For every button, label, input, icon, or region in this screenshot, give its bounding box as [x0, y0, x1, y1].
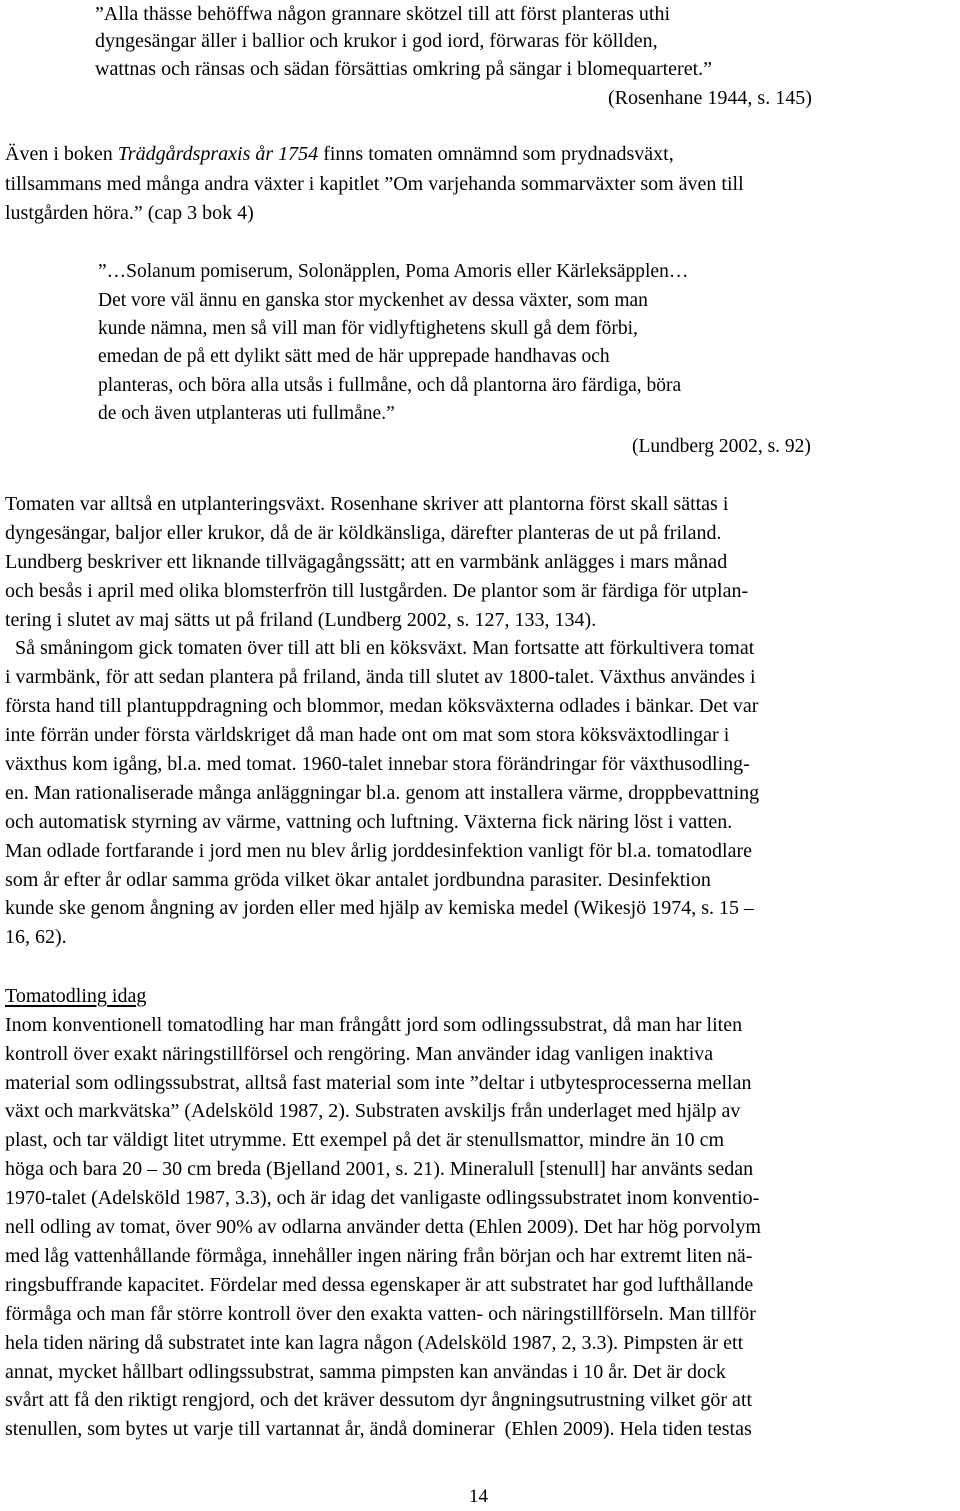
intro-line-3: lustgården höra.” (cap 3 bok 4) [5, 202, 254, 224]
section-line: ringsbuffrande kapacitet. Fördelar med dessa egenskaper är att substratet har god lufthållande [5, 1274, 754, 1296]
body-line: som år efter år odlar samma gröda vilket ökar antalet jordbundna parasiter. Desinfektion [5, 869, 711, 891]
section-line: med låg vattenhållande förmåga, innehåller ingen näring från början och har extremt liten nä- [5, 1245, 753, 1267]
body-line: tering i slutet av maj sätts ut på friland (Lundberg 2002, s. 127, 133, 134). [5, 609, 597, 631]
body-line: en. Man rationaliserade många anläggningar bl.a. genom att installera värme, droppbevattning [5, 782, 760, 804]
section-heading: Tomatodling idag [5, 985, 147, 1007]
quote1-line: dyngesängar äller i ballior och krukor i god iord, förwaras för köllden, [95, 30, 658, 52]
body-line: i varmbänk, för att sedan plantera på friland, ända till slutet av 1800-talet. Växthus användes i [5, 666, 756, 688]
body-line: Man odlade fortfarande i jord men nu blev årlig jorddesinfektion vanligt för bl.a. tomatodlare [5, 840, 752, 862]
section-line: stenullen, som bytes ut varje till vartannat år, ändå dominerar (Ehlen 2009). Hela tiden testas [5, 1418, 752, 1440]
quote2-line: planteras, och böra alla utsås i fullmåne, och då plantorna äro färdiga, böra [98, 375, 682, 396]
body-line: 16, 62). [5, 926, 67, 948]
quote2-line: kunde nämna, men så vill man för vidlyftighetens skull gå dem förbi, [98, 318, 638, 339]
section-line: förmåga och man får större kontroll över den exakta vatten- och näringstillförseln. Man tillför [5, 1303, 756, 1325]
body-line: Tomaten var alltså en utplanteringsväxt. Rosenhane skriver att plantorna först skall sättas i [5, 493, 729, 515]
body-line: Så småningom gick tomaten över till att bli en köksväxt. Man fortsatte att förkultivera tomat [5, 637, 755, 659]
section-line: annat, mycket hållbart odlingssubstrat, samma pimpsten kan användas i 10 år. Det är dock [5, 1361, 726, 1383]
intro-prefix: Även i boken [5, 143, 118, 165]
section-line: höga och bara 20 – 30 cm breda (Bjelland 2001, s. 21). Mineralull [stenull] har använts sedan [5, 1158, 754, 1180]
section-line: plast, och tar väldigt litet utrymme. Ett exempel på det är stenullsmattor, mindre än 10 cm [5, 1129, 725, 1151]
quote1-line: ”Alla thässe behöffwa någon grannare skötzel till att först planteras uthi [95, 3, 670, 25]
body-line: och automatisk styrning av värme, vattning och luftning. Växterna fick näring löst i vatten. [5, 811, 733, 833]
section-line: svårt att få den riktigt rengjord, och det kräver dessutom dyr ångningsutrustning vilket gör att [5, 1389, 753, 1411]
quote2-line: emedan de på ett dylikt sätt med de här upprepade handhavas och [98, 346, 610, 367]
quote2-citation: (Lundberg 2002, s. 92) [632, 436, 811, 457]
section-line: nell odling av tomat, över 90% av odlarna använder detta (Ehlen 2009). Det har hög porvolym [5, 1216, 761, 1238]
body-line: Lundberg beskriver ett liknande tillvägagångssätt; att en varmbänk anlägges i mars månad [5, 551, 728, 573]
quote2-line: de och även utplanteras uti fullmåne.” [98, 403, 395, 424]
intro-line-2: tillsammans med många andra växter i kapitlet ”Om varjehanda sommarväxter som även till [5, 173, 744, 195]
section-line: växt och markvätska” (Adelsköld 1987, 2). Substraten avskiljs från underlaget med hjälp av [5, 1100, 741, 1122]
section-line: Inom konventionell tomatodling har man frångått jord som odlingssubstrat, då man har liten [5, 1014, 743, 1036]
book-title: Trädgårdspraxis år 1754 [117, 143, 319, 165]
intro-line-1 [5, 140, 674, 168]
body-line: växthus kom igång, bl.a. med tomat. 1960-talet innebar stora förändringar för växthusodling- [5, 753, 750, 775]
body-line: inte förrän under första världskriget då man hade ont om mat som stora köksväxtodlingar i [5, 724, 730, 746]
section-line: material som odlingssubstrat, alltså fast material som inte ”deltar i utbytesprocesserna mellan [5, 1072, 752, 1094]
quote2-line: ”…Solanum pomiserum, Solonäpplen, Poma Amoris eller Kärleksäpplen… [98, 261, 689, 282]
section-line: hela tiden näring då substratet inte kan lagra någon (Adelsköld 1987, 2, 3.3). Pimpsten är ett [5, 1332, 744, 1354]
section-line: kontroll över exakt näringstillförsel och rengöring. Man använder idag vanligen inaktiva [5, 1043, 714, 1065]
section-line: 1970-talet (Adelsköld 1987, 3.3), och är idag det vanligaste odlingssubstratet inom konventio- [5, 1187, 760, 1209]
body-line: kunde ske genom ångning av jorden eller med hjälp av kemiska medel (Wikesjö 1974, s. 15 – [5, 897, 755, 919]
quote2-line: Det vore väl ännu en ganska stor myckenhet av dessa växter, som man [98, 290, 648, 311]
intro-suffix: finns tomaten omnämnd som prydnadsväxt, [318, 143, 674, 165]
body-line: första hand till plantuppdragning och blommor, medan köksväxterna odlades i bänkar. Det var [5, 695, 759, 717]
page-number: 14 [469, 1486, 488, 1507]
body-line: dyngesängar, baljor eller krukor, då de är köldkänsliga, därefter planteras de ut på friland. [5, 522, 722, 544]
body-line: och besås i april med olika blomsterfrön till lustgården. De plantor som är färdiga för utplan- [5, 580, 749, 602]
quote1-citation: (Rosenhane 1944, s. 145) [608, 87, 812, 109]
quote1-line: wattnas och ränsas och sädan försättias omkring på sängar i blomequarteret.” [95, 58, 713, 80]
